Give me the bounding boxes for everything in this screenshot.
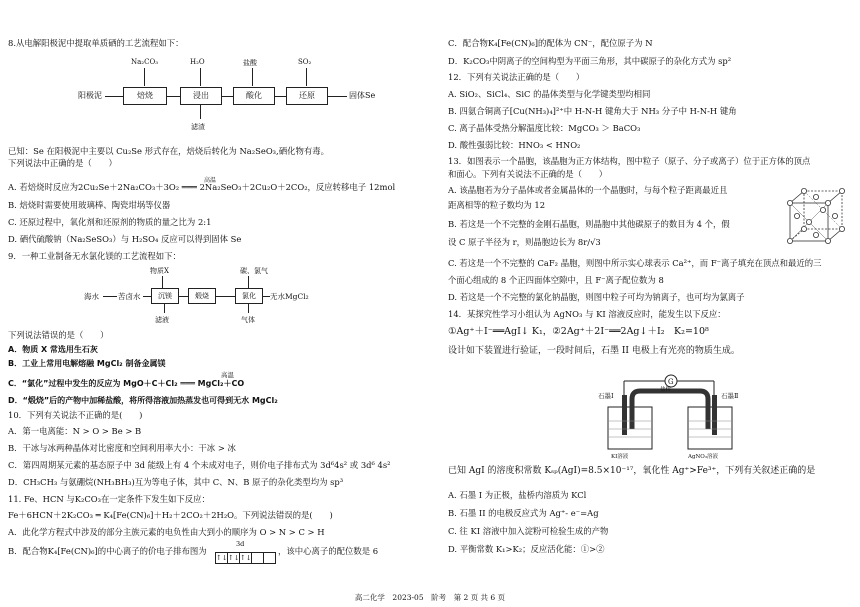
flow1-arrow-4: [327, 96, 347, 97]
q8-option-a: A. 若焙烧时反应为2Cu₂Se＋2Na₂CO₃＋3O₂ ═══ 2Na₂SeO₃＋2Cu₂O＋2CO₂，反应转移电子 12mol: [8, 182, 396, 192]
q9-option-d: D．“煅烧”后的产物中加稀盐酸，将所得溶液加热蒸发也可得到无水 MgCl₂: [8, 396, 278, 405]
q9-option-b: B．工业上常用电解熔融 MgCl₂ 制备金属镁: [8, 359, 166, 368]
q14-option-d: D. 平衡常数 K₁>K₂；反应活化能：①>②: [448, 544, 605, 554]
flow2-arrow-0: [103, 296, 117, 297]
flow1-down-arrow-3: [252, 68, 253, 86]
q11-option-a: A．此化学方程式中涉及的部分主族元素的电负性由大到小的顺序为 O > N > C > H: [8, 527, 325, 537]
q12-option-a: A. SiO₂、SiCl₄、SiC 的晶体类型与化学键类型均相同: [448, 89, 651, 99]
flow1-step-3: 酸化: [233, 87, 275, 105]
q12-title: 12．下列有关说法正确的是（ ）: [448, 72, 585, 82]
left-solution-label: KI溶液: [611, 454, 629, 460]
flow1-residue: 滤渣: [191, 123, 205, 131]
flow1-step-1: 焙烧: [123, 87, 167, 105]
q14-option-b: B. 石墨 II 的电极反应式为 Ag⁺- e⁻=Ag: [448, 508, 599, 518]
q8-option-b: B. 焙烧时需要使用玻璃棒、陶瓷坩埚等仪器: [8, 200, 171, 210]
flow1-arrow-1: [166, 96, 180, 97]
flow1-input-1: Na₂CO₃: [131, 58, 159, 66]
q13-option-d: D. 若这是一个不完整的氯化钠晶胞，则图中粒子可均为钠离子，也可均为氯离子: [448, 292, 745, 302]
orbital-cell: [263, 552, 276, 564]
flow1-step-4: 还原: [286, 87, 328, 105]
flow1-arrow-2: [221, 96, 233, 97]
flow1-end: 固体Se: [349, 91, 376, 100]
q13-title: 13．如图表示一个晶胞，该晶胞为正方体结构，图中粒子（原子、分子或离子）位于正方体的顶点: [448, 156, 811, 166]
q10-title: 10．下列有关说法不正确的是( ): [8, 410, 143, 420]
q14-title: 14．某探究性学习小组认为 AgNO₃ 与 KI 溶液反应时，能发生以下反应：: [448, 309, 726, 319]
flow1-input-3: 盐酸: [243, 59, 257, 67]
q8-condition: 高温: [204, 177, 217, 184]
flow1-down-arrow-residue: [200, 105, 201, 119]
q9-option-a: A．物质 X 常选用生石灰: [8, 345, 98, 354]
flow2-step-3: 氯化: [235, 288, 263, 304]
q12-option-b: B. 四氨合铜离子[Cu(NH₃)₄]²⁺中 H-N-H 键角大于 NH₃ 分子中 H-N-H 键角: [448, 106, 737, 116]
flow2-mid: 苦卤水: [118, 292, 141, 301]
q13-option-c: C. 若这是一个不完整的 CaF₂ 晶胞，则图中所示实心球表示 Ca²⁺，而 F⁻离子填充在顶点和最近的三: [448, 258, 822, 268]
q13-option-a: A. 该晶胞若为分子晶体或者金属晶体的一个晶胞时，与每个粒子距离最近且: [448, 185, 728, 195]
q9-option-c: C．“氯化”过程中发生的反应为 MgO＋C＋Cl₂ ═══ MgCl₂＋CO: [8, 379, 245, 388]
q13-title-2: 和面心。下列有关说法不正确的是（ ）: [448, 169, 608, 179]
q11-title: 11. Fe、HCN 与K₂CO₃在一定条件下发生如下反应：: [8, 494, 210, 504]
orbital-cell: ↑↓: [240, 553, 252, 562]
flow2-down-arrow-1: [162, 276, 163, 288]
flow2-arrow-4: [262, 296, 270, 297]
flow2-step-2: 煅烧: [188, 288, 216, 304]
q9-condition: 高温: [221, 371, 234, 379]
flow2-top-input-1: 物质X: [150, 267, 169, 275]
flow1-input-4: SO₂: [298, 58, 312, 66]
flow2-up-arrow-1: [164, 303, 165, 313]
flow2-output-2: 气体: [241, 316, 255, 324]
q10-option-a: A．第一电离能：N > O > Be > B: [8, 426, 142, 436]
q14-equation: ①Ag⁺＋I⁻══AgI↓ K₁，②2Ag⁺＋2I⁻══2Ag↓＋I₂ K₂=10⁸: [448, 326, 709, 337]
flow2-arrow-2: [178, 296, 188, 297]
flow1-down-arrow-2: [200, 68, 201, 86]
q12-option-c: C. 离子晶体受热分解温度比较：MgCO₃ ＞ BaCO₃: [448, 123, 641, 133]
flow2-arrow-1: [143, 296, 151, 297]
q13-option-b-2: 设 C 原子半径为 r，则晶胞边长为 8r/√3: [448, 237, 601, 247]
flow2-start: 海水: [84, 292, 99, 301]
left-electrode-label: 石墨Ⅰ: [598, 392, 614, 400]
flow1-input-2: H₂O: [190, 58, 205, 66]
q10-option-c: C．第四周期某元素的基态原子中 3d 能级上有 4 个未成对电子，则价电子排布式为 3d⁶4s² 或 3d⁶ 4s²: [8, 460, 391, 470]
flow1-down-arrow-1: [144, 68, 145, 86]
flow1-down-arrow-4: [306, 68, 307, 86]
q9-title: 9．一种工业制备无水氯化镁的工艺流程如下：: [8, 251, 181, 261]
right-solution-label: AgNO₃溶液: [688, 454, 719, 460]
q9-ask: 下列说法错误的是（ ）: [8, 330, 109, 340]
flow2-output-1: 滤液: [155, 316, 169, 324]
meter-label: G: [668, 378, 674, 386]
q13-option-c-2: 个面心组成的 8 个正四面体空隙中，且 F⁻离子配位数为 8: [448, 275, 664, 285]
q14-option-c: C. 往 KI 溶液中加入淀粉可检验生成的产物: [448, 526, 609, 536]
q8-option-c: C. 还原过程中，氧化剂和还原剂的物质的量之比为 2:1: [8, 217, 212, 227]
q13-option-b: B. 若这是一个不完整的金刚石晶胞，则晶胞中其他碳原子的数目为 4 个，假: [448, 219, 730, 229]
flow1-start: 阳极泥: [78, 91, 102, 100]
orbital-label: 3d: [236, 540, 245, 548]
flow2-top-input-2: 碳、氯气: [240, 267, 268, 275]
q10-option-b: B．干冰与冰两种晶体对比密度和空间利用率大小：干冰 > 冰: [8, 443, 236, 453]
q12-option-d: D. 酸性强弱比较：HNO₃ < HNO₂: [448, 140, 581, 150]
q8-note: 已知：Se 在阳极泥中主要以 Cu₂Se 形式存在，焙烧后转化为 Na₂SeO₃,硒化物有毒。: [8, 146, 329, 156]
page-footer: 高二化学 2023-05 阶考 第 2 页 共 6 页: [354, 593, 506, 602]
q14-option-a: A. 石墨 I 为正极，盐桥内溶质为 KCl: [448, 490, 587, 500]
q8-option-d: D. 硒代硫酸钠（Na₂SeSO₃）与 H₂SO₄ 反应可以得到固体 Se: [8, 234, 242, 244]
flow1-arrow-0: [105, 96, 123, 97]
q8-ask: 下列说法中正确的是（ ）: [8, 158, 117, 168]
q13-option-a-2: 距离相等的粒子数均为 12: [448, 200, 546, 210]
orbital-cell: ↑↓: [216, 553, 228, 562]
flow2-up-arrow-2: [248, 303, 249, 313]
orbital-cell: ↑↓: [228, 553, 240, 562]
flow2-arrow-3: [215, 296, 235, 297]
q11-option-c: C．配合物K₄[Fe(CN)₆]的配体为 CN⁻，配位原子为 N: [448, 38, 653, 48]
q11-option-b-tail: ，该中心离子的配位数是 6: [278, 546, 379, 556]
q11-option-d: D．K₂CO₃中阴离子的空间构型为平面三角形，其中碳原子的杂化方式为 sp²: [448, 56, 732, 66]
flow1-arrow-3: [274, 96, 286, 97]
right-electrode-label: 石墨Ⅱ: [721, 392, 739, 400]
salt-bridge-label: 盐桥: [660, 387, 672, 393]
flow2-step-1: 沉镁: [151, 288, 179, 304]
q8-title: 8.从电解阳极泥中提取单质硒的工艺流程如下：: [8, 38, 184, 48]
q14-description: 设计如下装置进行验证，一段时间后，石墨 II 电极上有光亮的物质生成。: [448, 346, 740, 356]
flow2-down-arrow-2: [248, 276, 249, 288]
crystal-cell-image: [784, 183, 848, 253]
q14-known: 已知 AgI 的溶度积常数 Kₛₚ(AgI)=8.5×10⁻¹⁷，氧化性 Ag⁺>Fe³⁺，下列有关叙述正确的是: [448, 466, 816, 476]
q11-option-b: B．配合物K₄[Fe(CN)₆]的中心离子的价电子排布图为: [8, 546, 207, 556]
flow2-end: 无水MgCl₂: [270, 292, 309, 301]
q10-option-d: D．CH₃CH₃ 与氨硼烷(NH₃BH₃)互为等电子体，其中 C、N、B 原子的杂化类型均为 sp³: [8, 477, 344, 487]
flow1-step-2: 浸出: [180, 87, 222, 105]
q11-equation: Fe＋6HCN＋2K₂CO₃ ═ K₄[Fe(CN)₆]＋H₂＋2CO₂＋2H₂O。下列说法错误的是( ): [8, 510, 333, 520]
